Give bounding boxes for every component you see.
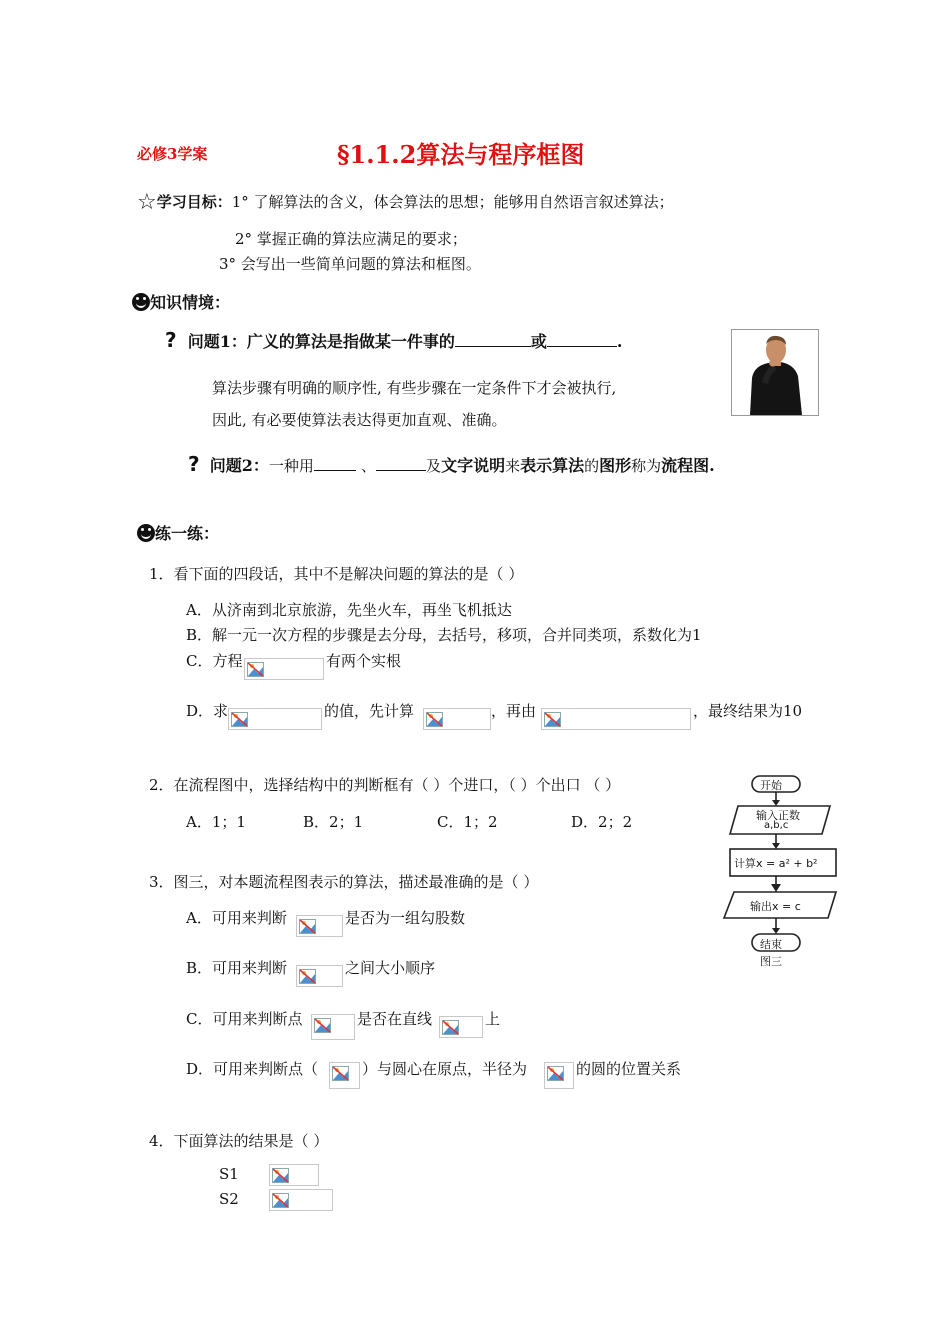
flowchart-input-line1: 输入正数: [756, 809, 800, 822]
q1-option-a: A．从济南到北京旅游，先坐火车，再坐飞机抵达: [186, 601, 512, 619]
objective-item-2: 2° 掌握正确的算法应满足的要求；: [235, 230, 467, 248]
q3-stem: 3．图三，对本题流程图表示的算法，描述最准确的是（ ）: [149, 873, 539, 891]
q3-option-d-3: 的圆的位置关系: [576, 1060, 682, 1078]
question-1-or: 或: [530, 332, 547, 351]
question-2-text-h: 图形: [599, 456, 632, 475]
objectives-line1: [137, 190, 674, 215]
q3-option-a-1: A．可用来判断: [186, 909, 287, 927]
star-icon: ☆: [137, 190, 157, 215]
broken-image-icon: [296, 915, 343, 937]
q1-option-c-1: C．方程: [186, 652, 243, 670]
question-2-text-c: 及: [426, 457, 442, 475]
broken-image-icon: [423, 708, 491, 730]
broken-image-icon: [311, 1014, 355, 1040]
question-2-text-g: 的: [584, 457, 600, 475]
knowledge-heading-row: [132, 290, 230, 313]
broken-image-icon: [269, 1189, 333, 1211]
question-mark-icon-2: ?: [188, 452, 200, 476]
q1-option-d-1: D．求: [186, 702, 229, 720]
question-2-text-d: 文字说明: [441, 456, 506, 475]
blank-3: [314, 454, 356, 471]
q1-option-d-3: ，再由: [491, 702, 537, 720]
question-1-end: .: [616, 332, 623, 351]
question-2-text-e: 来: [505, 457, 521, 475]
practice-heading-row: [137, 521, 219, 544]
broken-image-icon: [439, 1016, 483, 1038]
objective-item-3: 3° 会写出一些简单问题的算法和框图。: [219, 255, 481, 273]
knowledge-paragraph-2: 因此, 有必要使算法表达得更加直观、准确。: [212, 411, 507, 429]
page-title: §1.1.2算法与程序框图: [337, 140, 585, 169]
q3-option-b-2: 之间大小顺序: [345, 959, 436, 977]
q2-option-b: B．2；1: [303, 813, 364, 831]
q3-option-a-2: 是否为一组勾股数: [345, 909, 466, 927]
broken-image-icon: [269, 1164, 319, 1186]
flowchart-input-line2: a,b,c: [764, 820, 789, 831]
flowchart-end: 结束: [760, 938, 782, 951]
question-2-text-j: 流程图.: [661, 456, 715, 475]
q3-option-b-1: B．可用来判断: [186, 959, 288, 977]
flowchart-output: 输出x = c: [750, 900, 801, 913]
q4-step-2-label: S2: [219, 1190, 239, 1208]
q3-option-c-3: 上: [485, 1010, 501, 1028]
question-mark-icon: ?: [165, 328, 177, 352]
blank-4: [376, 454, 426, 471]
broken-image-icon: [296, 965, 343, 987]
broken-image-icon: [228, 708, 322, 730]
question-2-text-f: 表示算法: [520, 456, 585, 475]
question-1-text: 问题1：广义的算法是指做某一件事的: [187, 332, 455, 351]
question-2-text-i: 称为: [631, 457, 662, 475]
q1-option-d-2: 的值，先计算: [324, 702, 415, 720]
knowledge-heading: 知识情境：: [150, 293, 231, 312]
flowchart-start: 开始: [760, 779, 782, 792]
broken-image-icon: [244, 658, 324, 680]
flowchart-caption: 图三: [760, 955, 782, 968]
q4-stem: 4．下面算法的结果是（ ）: [149, 1132, 329, 1150]
q3-option-d-2: ）与圆心在原点，半径为: [362, 1060, 528, 1078]
q1-option-d-4: ，最终结果为10: [693, 702, 803, 720]
header-label: 必修3学案: [137, 145, 208, 163]
q3-option-c-1: C．可用来判断点: [186, 1010, 303, 1028]
broken-image-icon: [541, 708, 691, 730]
q1-stem: 1．看下面的四段话，其中不是解决问题的算法的是（ ）: [149, 565, 524, 583]
blank-2: [547, 330, 617, 347]
q1-option-b: B．解一元一次方程的步骤是去分母，去括号，移项，合并同类项，系数化为1: [186, 626, 702, 644]
thinking-person-image: [731, 329, 819, 416]
q2-option-c: C．1；2: [437, 813, 498, 831]
q1-option-c-2: 有两个实根: [326, 652, 402, 670]
q3-option-d-1: D．可用来判断点（: [186, 1060, 319, 1078]
broken-image-icon: [329, 1062, 360, 1089]
objectives-heading: 学习目标：: [156, 193, 232, 211]
q2-option-a: A．1；1: [186, 813, 246, 831]
question-2-text-a: 一种用: [268, 457, 314, 475]
question-2: [188, 452, 715, 476]
question-2-text-b: 、: [361, 457, 377, 475]
smiley-icon: [132, 293, 150, 311]
flowchart-figure: [716, 773, 844, 969]
q4-step-1-label: S1: [219, 1165, 239, 1183]
question-2-label: 问题2：: [209, 456, 269, 475]
flowchart-compute: 计算x = a² + b²: [734, 857, 818, 870]
q2-stem: 2．在流程图中，选择结构中的判断框有（ ）个进口，（ ）个出口 （ ）: [149, 776, 621, 794]
objective-item-1: 1° 了解算法的含义，体会算法的思想；能够用自然语言叙述算法；: [231, 193, 674, 211]
blank-1: [455, 330, 531, 347]
q3-option-c-2: 是否在直线: [357, 1010, 433, 1028]
q2-option-d: D．2；2: [571, 813, 633, 831]
practice-heading: 练一练：: [155, 524, 220, 543]
knowledge-paragraph-1: 算法步骤有明确的顺序性, 有些步骤在一定条件下才会被执行,: [212, 379, 617, 397]
question-1: [165, 328, 622, 352]
broken-image-icon: [544, 1062, 574, 1089]
smiley-icon-2: [137, 524, 155, 542]
